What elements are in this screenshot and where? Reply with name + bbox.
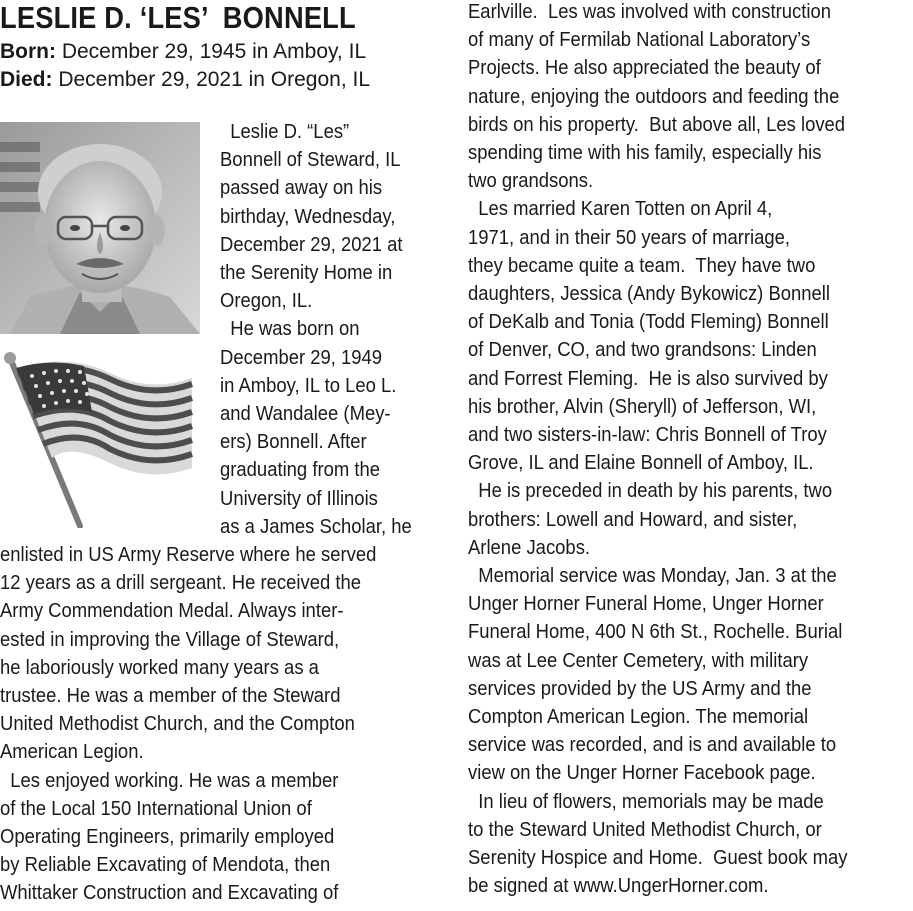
born-line — [0, 38, 366, 66]
text-line: Army Commendation Medal. Always inter- — [0, 599, 344, 623]
text-line: spending time with his family, especially his — [468, 141, 822, 164]
text-line: be signed at www.UngerHorner.com. — [468, 874, 769, 898]
text-line: University of Illinois — [220, 486, 378, 510]
text-line: United Methodist Church, and the Compton — [0, 712, 355, 736]
text-line: brothers: Lowell and Howard, and sister, — [468, 507, 798, 531]
text-line: services provided by the US Army and the — [468, 676, 812, 700]
text-line: by Reliable Excavating of Mendota, then — [0, 853, 331, 877]
text-line: and two sisters-in-law: Chris Bonnell of Troy — [468, 423, 827, 446]
text-line: Les married Karen Totten on April 4, — [468, 197, 773, 221]
text-line: Memorial service was Monday, Jan. 3 at the — [468, 564, 837, 587]
born-label: Born: — [0, 40, 56, 63]
text-line: of DeKalb and Tonia (Todd Fleming) Bonnell — [468, 310, 829, 334]
text-line: 1971, and in their 50 years of marriage, — [468, 225, 791, 249]
text-line: Arlene Jacobs. — [468, 535, 591, 559]
text-line: Unger Horner Funeral Home, Unger Horner — [468, 592, 824, 616]
text-line: trustee. He was a member of the Steward — [0, 684, 341, 707]
text-line: to the Steward United Methodist Church, or — [468, 817, 822, 841]
text-line: Compton American Legion. The memorial — [468, 705, 809, 728]
portrait-photo — [0, 122, 200, 334]
text-line: 12 years as a drill sergeant. He received the — [0, 571, 361, 595]
text-line: enlisted in US Army Reserve where he served — [0, 543, 377, 566]
text-line: Oregon, IL. — [220, 289, 313, 313]
text-line: He was born on — [220, 317, 360, 341]
text-line: Whittaker Construction and Excavating of — [0, 881, 339, 905]
text-line: December 29, 2021 at — [220, 232, 403, 256]
text-line: ers) Bonnell. After — [220, 430, 367, 454]
text-line: Operating Engineers, primarily employed — [0, 825, 335, 848]
died-line — [0, 66, 370, 94]
text-line: of the Local 150 International Union of — [0, 796, 312, 820]
text-line: view on the Unger Horner Facebook page. — [468, 761, 816, 785]
text-line: as a James Scholar, he — [220, 514, 412, 538]
text-line: service was recorded, and is and available to — [468, 733, 837, 757]
text-line: Les enjoyed working. He was a member — [0, 768, 339, 792]
text-line: He is preceded in death by his parents, two — [468, 479, 833, 503]
text-line: they became quite a team. They have two — [468, 253, 816, 277]
died-label: Died: — [0, 68, 53, 91]
obituary-title: LESLIE D. ‘LES’ BONNELL — [0, 0, 356, 35]
text-line: Earlville. Les was involved with construction — [468, 0, 832, 23]
text-line: Projects. He also appreciated the beauty of — [468, 56, 821, 80]
text-line: in Amboy, IL to Leo L. — [220, 373, 397, 397]
text-line: he laboriously worked many years as a — [0, 655, 319, 679]
text-line: daughters, Jessica (Andy Bykowicz) Bonnell — [468, 282, 830, 305]
text-line: of many of Fermilab National Laboratory’s — [468, 28, 811, 52]
text-line: American Legion. — [0, 740, 144, 764]
text-line: birthday, Wednesday, — [220, 204, 396, 228]
text-line: his brother, Alvin (Sheryll) of Jefferson, WI, — [468, 394, 817, 418]
text-line: Bonnell of Steward, IL — [220, 148, 401, 172]
text-line: passed away on his — [220, 176, 383, 200]
text-line: nature, enjoying the outdoors and feeding the — [468, 84, 840, 108]
text-line: the Serenity Home in — [220, 261, 393, 284]
text-line: and Forrest Fleming. He is also survived by — [468, 366, 828, 390]
born-value: December 29, 1945 in Amboy, IL — [56, 40, 367, 63]
died-value: December 29, 2021 in Oregon, IL — [52, 68, 371, 91]
text-line: was at Lee Center Cemetery, with military — [468, 648, 809, 672]
american-flag-icon — [0, 348, 200, 528]
text-line: In lieu of flowers, memorials may be made — [468, 789, 824, 813]
text-line: birds on his property. But above all, Les loved — [468, 112, 846, 136]
text-line: Funeral Home, 400 N 6th St., Rochelle. Burial — [468, 620, 843, 644]
text-line: Serenity Hospice and Home. Guest book may — [468, 846, 848, 869]
text-line: and Wandalee (Mey- — [220, 402, 391, 425]
text-line: of Denver, CO, and two grandsons: Linden — [468, 338, 817, 362]
text-line: ested in improving the Village of Steward, — [0, 627, 340, 651]
text-line: Leslie D. “Les” — [220, 120, 350, 143]
text-line: two grandsons. — [468, 169, 594, 193]
text-line: December 29, 1949 — [220, 345, 383, 369]
text-line: Grove, IL and Elaine Bonnell of Amboy, IL. — [468, 451, 814, 475]
text-line: graduating from the — [220, 458, 381, 482]
